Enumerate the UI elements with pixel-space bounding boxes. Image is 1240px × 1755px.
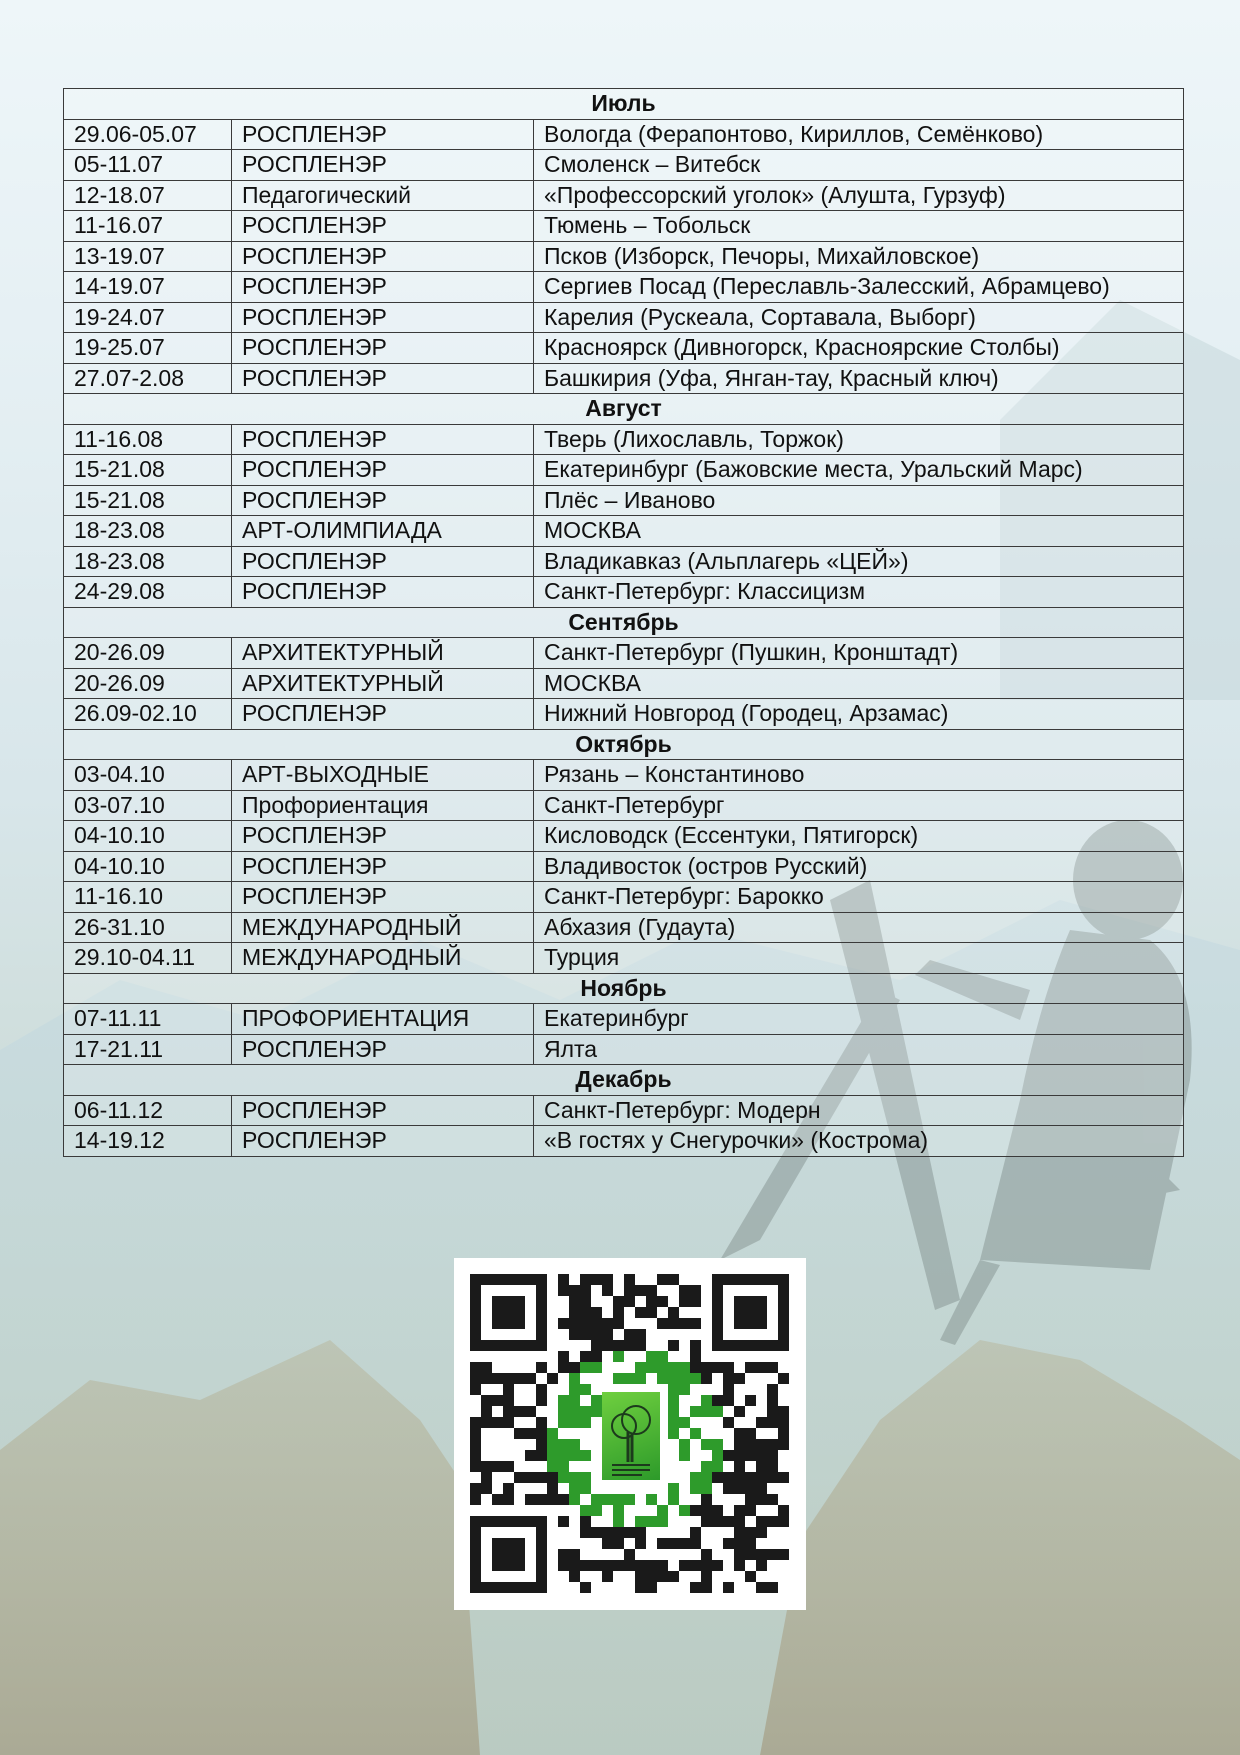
location-cell: Карелия (Рускеала, Сортавала, Выборг)	[534, 302, 1184, 333]
table-row	[64, 485, 1184, 516]
table-row	[64, 943, 1184, 974]
table-row	[64, 363, 1184, 394]
date-cell: 12-18.07	[64, 180, 232, 211]
event-type-cell: РОСПЛЕНЭР	[232, 485, 534, 516]
location-cell: Нижний Новгород (Городец, Арзамас)	[534, 699, 1184, 730]
event-type-cell: РОСПЛЕНЭР	[232, 333, 534, 364]
event-type-cell: РОСПЛЕНЭР	[232, 851, 534, 882]
date-cell: 29.06-05.07	[64, 119, 232, 150]
date-cell: 11-16.08	[64, 424, 232, 455]
date-cell: 03-04.10	[64, 760, 232, 791]
month-title: Сентябрь	[64, 607, 1184, 638]
event-type-cell: МЕЖДУНАРОДНЫЙ	[232, 943, 534, 974]
month-title: Ноябрь	[64, 973, 1184, 1004]
table-row	[64, 882, 1184, 913]
event-type-cell: Педагогический	[232, 180, 534, 211]
table-row	[64, 851, 1184, 882]
event-type-cell: Профориентация	[232, 790, 534, 821]
event-type-cell: РОСПЛЕНЭР	[232, 363, 534, 394]
location-cell: Санкт-Петербург: Классицизм	[534, 577, 1184, 608]
table-row	[64, 150, 1184, 181]
event-type-cell: РОСПЛЕНЭР	[232, 211, 534, 242]
location-cell: Тюмень – Тобольск	[534, 211, 1184, 242]
month-header-row	[64, 89, 1184, 120]
month-header-row	[64, 394, 1184, 425]
date-cell: 27.07-2.08	[64, 363, 232, 394]
date-cell: 14-19.07	[64, 272, 232, 303]
table-row	[64, 302, 1184, 333]
date-cell: 19-24.07	[64, 302, 232, 333]
location-cell: МОСКВА	[534, 668, 1184, 699]
date-cell: 04-10.10	[64, 821, 232, 852]
month-title: Август	[64, 394, 1184, 425]
table-row	[64, 455, 1184, 486]
location-cell: Рязань – Константиново	[534, 760, 1184, 791]
event-type-cell: АРТ-ВЫХОДНЫЕ	[232, 760, 534, 791]
table-row	[64, 699, 1184, 730]
tree-logo-icon	[602, 1392, 660, 1480]
event-type-cell: РОСПЛЕНЭР	[232, 1126, 534, 1157]
qr-code-card[interactable]	[454, 1258, 806, 1610]
date-cell: 20-26.09	[64, 638, 232, 669]
location-cell: Вологда (Ферапонтово, Кириллов, Семёнково)	[534, 119, 1184, 150]
table-row	[64, 211, 1184, 242]
month-title: Октябрь	[64, 729, 1184, 760]
schedule-table	[63, 88, 1184, 1157]
month-title: Декабрь	[64, 1065, 1184, 1096]
event-type-cell: РОСПЛЕНЭР	[232, 821, 534, 852]
date-cell: 03-07.10	[64, 790, 232, 821]
location-cell: Ялта	[534, 1034, 1184, 1065]
location-cell: Башкирия (Уфа, Янган-тау, Красный ключ)	[534, 363, 1184, 394]
location-cell: Санкт-Петербург: Модерн	[534, 1095, 1184, 1126]
table-row	[64, 1095, 1184, 1126]
table-row	[64, 577, 1184, 608]
event-type-cell: РОСПЛЕНЭР	[232, 241, 534, 272]
event-type-cell: РОСПЛЕНЭР	[232, 577, 534, 608]
event-type-cell: РОСПЛЕНЭР	[232, 1034, 534, 1065]
date-cell: 11-16.07	[64, 211, 232, 242]
event-type-cell: РОСПЛЕНЭР	[232, 1095, 534, 1126]
table-row	[64, 272, 1184, 303]
event-type-cell: РОСПЛЕНЭР	[232, 150, 534, 181]
event-type-cell: ПРОФОРИЕНТАЦИЯ	[232, 1004, 534, 1035]
date-cell: 13-19.07	[64, 241, 232, 272]
date-cell: 04-10.10	[64, 851, 232, 882]
table-row	[64, 333, 1184, 364]
event-type-cell: АРТ-ОЛИМПИАДА	[232, 516, 534, 547]
event-type-cell: АРХИТЕКТУРНЫЙ	[232, 668, 534, 699]
event-type-cell: РОСПЛЕНЭР	[232, 302, 534, 333]
month-title: Июль	[64, 89, 1184, 120]
table-row	[64, 912, 1184, 943]
event-type-cell: МЕЖДУНАРОДНЫЙ	[232, 912, 534, 943]
location-cell: Абхазия (Гудаута)	[534, 912, 1184, 943]
table-row	[64, 546, 1184, 577]
date-cell: 24-29.08	[64, 577, 232, 608]
location-cell: Кисловодск (Ессентуки, Пятигорск)	[534, 821, 1184, 852]
location-cell: Плёс – Иваново	[534, 485, 1184, 516]
event-type-cell: РОСПЛЕНЭР	[232, 882, 534, 913]
location-cell: «Профессорский уголок» (Алушта, Гурзуф)	[534, 180, 1184, 211]
location-cell: Тверь (Лихославль, Торжок)	[534, 424, 1184, 455]
table-row	[64, 119, 1184, 150]
table-row	[64, 424, 1184, 455]
event-type-cell: РОСПЛЕНЭР	[232, 424, 534, 455]
date-cell: 11-16.10	[64, 882, 232, 913]
table-row	[64, 516, 1184, 547]
event-type-cell: АРХИТЕКТУРНЫЙ	[232, 638, 534, 669]
date-cell: 20-26.09	[64, 668, 232, 699]
month-header-row	[64, 729, 1184, 760]
table-row	[64, 790, 1184, 821]
date-cell: 26-31.10	[64, 912, 232, 943]
table-row	[64, 821, 1184, 852]
date-cell: 14-19.12	[64, 1126, 232, 1157]
location-cell: МОСКВА	[534, 516, 1184, 547]
date-cell: 05-11.07	[64, 150, 232, 181]
date-cell: 29.10-04.11	[64, 943, 232, 974]
table-row	[64, 760, 1184, 791]
location-cell: Санкт-Петербург: Барокко	[534, 882, 1184, 913]
table-row	[64, 668, 1184, 699]
table-row	[64, 1034, 1184, 1065]
month-header-row	[64, 1065, 1184, 1096]
event-type-cell: РОСПЛЕНЭР	[232, 546, 534, 577]
date-cell: 15-21.08	[64, 455, 232, 486]
date-cell: 26.09-02.10	[64, 699, 232, 730]
location-cell: Красноярск (Дивногорск, Красноярские Столбы)	[534, 333, 1184, 364]
table-row	[64, 180, 1184, 211]
location-cell: Псков (Изборск, Печоры, Михайловское)	[534, 241, 1184, 272]
date-cell: 17-21.11	[64, 1034, 232, 1065]
month-header-row	[64, 607, 1184, 638]
table-row	[64, 638, 1184, 669]
table-row	[64, 1004, 1184, 1035]
date-cell: 15-21.08	[64, 485, 232, 516]
table-row	[64, 1126, 1184, 1157]
location-cell: Турция	[534, 943, 1184, 974]
event-type-cell: РОСПЛЕНЭР	[232, 272, 534, 303]
location-cell: Владивосток (остров Русский)	[534, 851, 1184, 882]
event-type-cell: РОСПЛЕНЭР	[232, 699, 534, 730]
event-type-cell: РОСПЛЕНЭР	[232, 455, 534, 486]
event-type-cell: РОСПЛЕНЭР	[232, 119, 534, 150]
location-cell: Владикавказ (Альплагерь «ЦЕЙ»)	[534, 546, 1184, 577]
date-cell: 18-23.08	[64, 546, 232, 577]
date-cell: 19-25.07	[64, 333, 232, 364]
location-cell: Смоленск – Витебск	[534, 150, 1184, 181]
table-row	[64, 241, 1184, 272]
location-cell: Санкт-Петербург	[534, 790, 1184, 821]
location-cell: Екатеринбург (Бажовские места, Уральский Марс)	[534, 455, 1184, 486]
location-cell: Екатеринбург	[534, 1004, 1184, 1035]
location-cell: Санкт-Петербург (Пушкин, Кронштадт)	[534, 638, 1184, 669]
date-cell: 18-23.08	[64, 516, 232, 547]
location-cell: «В гостях у Снегурочки» (Кострома)	[534, 1126, 1184, 1157]
location-cell: Сергиев Посад (Переславль-Залесский, Абрамцево)	[534, 272, 1184, 303]
date-cell: 06-11.12	[64, 1095, 232, 1126]
date-cell: 07-11.11	[64, 1004, 232, 1035]
month-header-row	[64, 973, 1184, 1004]
